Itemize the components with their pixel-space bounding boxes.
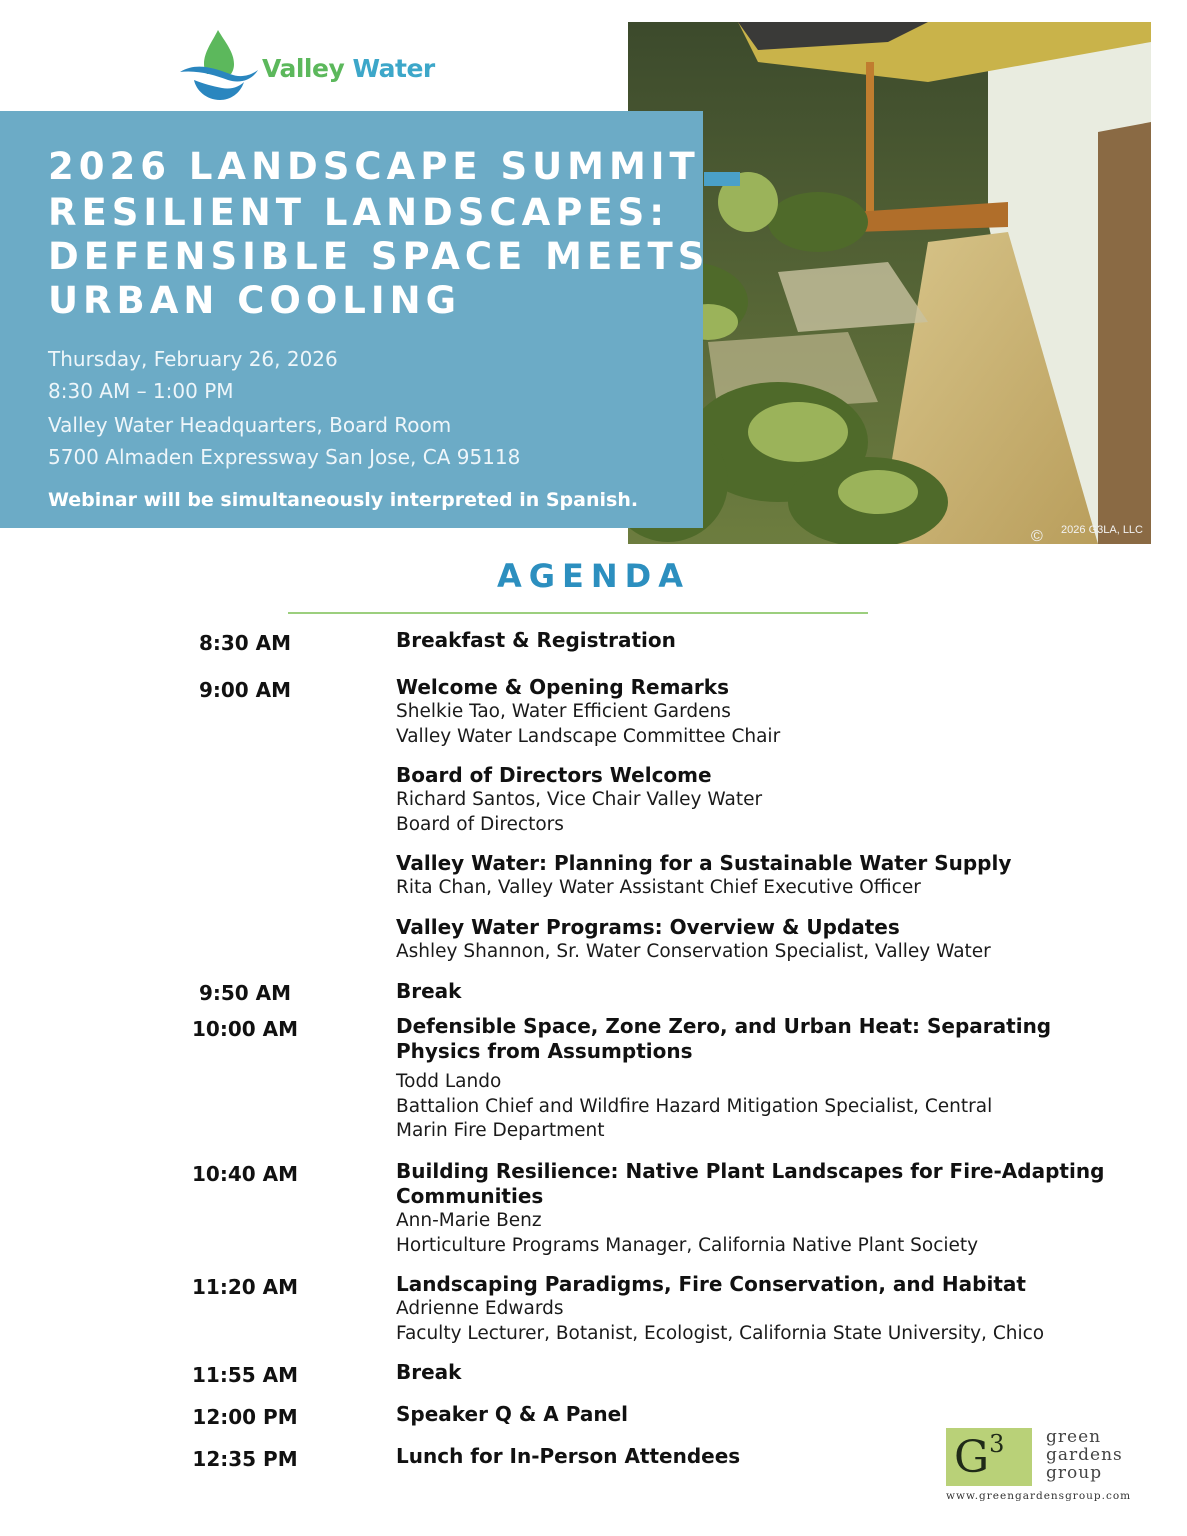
agenda-item-speaker: Rita Chan, Valley Water Assistant Chief Executive Officer [396,877,921,898]
agenda-item-speaker: Ashley Shannon, Sr. Water Conservation Specialist, Valley Water [396,940,991,962]
agenda-item-title-line-2: Communities [396,1184,544,1208]
agenda-time: 10:00 AM [191,1017,298,1041]
theme-title-line-3: URBAN COOLING [48,279,461,322]
agenda-time: 9:00 AM [198,678,292,702]
valley-water-logo [178,28,438,104]
agenda-item-title: Breakfast & Registration [396,628,676,652]
agenda-time: 12:35 PM [192,1447,298,1471]
agenda-time: 12:00 PM [192,1405,298,1429]
agenda-item-title: Lunch for In-Person Attendees [396,1444,741,1468]
agenda-time: 11:20 AM [191,1275,298,1299]
green-gardens-group-logo [946,1428,1146,1508]
agenda-divider [288,612,868,614]
agenda-item-detail: Marin Fire Department [396,1120,605,1141]
agenda-item [396,979,1116,1004]
agenda-item [396,915,1116,965]
event-venue: Valley Water Headquarters, Board Room [48,413,452,437]
agenda-item-title: Break [396,1360,462,1384]
logo-wordmark: Valley Water [262,54,435,83]
agenda-item [396,628,1116,653]
g3-wordmark: green gardens group [1046,1427,1123,1483]
event-time: 8:30 AM – 1:00 PM [48,379,234,403]
event-date: Thursday, February 26, 2026 [48,347,338,371]
agenda-item [396,1014,1116,1144]
garden-photo [628,22,1151,544]
agenda-item-title: Speaker Q & A Panel [396,1402,629,1426]
agenda-item [396,675,1116,749]
g3-website: www.greengardensgroup.com [946,1490,1132,1502]
agenda-time: 9:50 AM [198,981,292,1005]
agenda-time: 11:55 AM [191,1363,298,1387]
agenda-item-title: Landscaping Paradigms, Fire Conservation, and Habitat [396,1272,1026,1296]
summit-title: 2026 LANDSCAPE SUMMIT [48,145,700,188]
agenda-item-detail: Faculty Lecturer, Botanist, Ecologist, California State University, Chico [396,1322,1045,1344]
agenda-item [396,1159,1116,1258]
agenda-item-speaker: Todd Lando [396,1071,502,1092]
agenda-item-title: Welcome & Opening Remarks [396,675,729,699]
event-header [0,111,710,528]
agenda-item [396,851,1116,901]
agenda-time: 10:40 AM [191,1162,298,1186]
agenda-item-title-line-1: Building Resilience: Native Plant Landscapes for Fire-Adapting [396,1159,1105,1183]
agenda-item [396,1272,1116,1346]
copyright-symbol: © [1031,528,1043,544]
agenda-item-title: Valley Water Programs: Overview & Updates [396,914,900,939]
water-drop-icon [178,28,262,104]
g3-logo-mark: $G^3$ [946,1428,1032,1486]
agenda-item-speaker: Shelkie Tao, Water Efficient Gardens [396,701,731,722]
theme-title-line-1: RESILIENT LANDSCAPES: [48,191,670,234]
agenda-item-title-line-2: Physics from Assumptions [396,1039,693,1063]
agenda-heading: AGENDA [497,557,690,595]
event-address: 5700 Almaden Expressway San Jose, CA 95118 [48,445,521,469]
agenda-item-title-line-1: Defensible Space, Zone Zero, and Urban Heat: Separating [396,1014,1052,1038]
agenda-item-title: Board of Directors Welcome [396,763,712,787]
agenda-time: 8:30 AM [198,631,292,655]
agenda-item [396,763,1116,837]
event-details [48,343,703,473]
agenda-item-detail: Valley Water Landscape Committee Chair [396,725,781,747]
webinar-note: Webinar will be simultaneously interpreted in Spanish. [48,489,639,511]
agenda-item-speaker: Ann-Marie Benz [396,1210,542,1231]
agenda-item-speaker: Richard Santos, Vice Chair Valley Water [396,789,763,810]
agenda-item-detail: Battalion Chief and Wildfire Hazard Mitigation Specialist, Central [396,1095,993,1117]
photo-credit: 2026 G3LA, LLC [1061,524,1143,536]
agenda-item-title: Break [396,979,462,1003]
agenda-item-speaker: Adrienne Edwards [396,1298,564,1319]
theme-title-line-2: DEFENSIBLE SPACE MEETS [48,235,710,278]
agenda-item [396,1402,1116,1427]
agenda-item-detail: Horticulture Programs Manager, California Native Plant Society [396,1234,979,1256]
agenda-item-detail: Board of Directors [396,813,564,835]
agenda-item [396,1360,1116,1385]
agenda-item-title: Valley Water: Planning for a Sustainable Water Supply [396,851,1012,875]
